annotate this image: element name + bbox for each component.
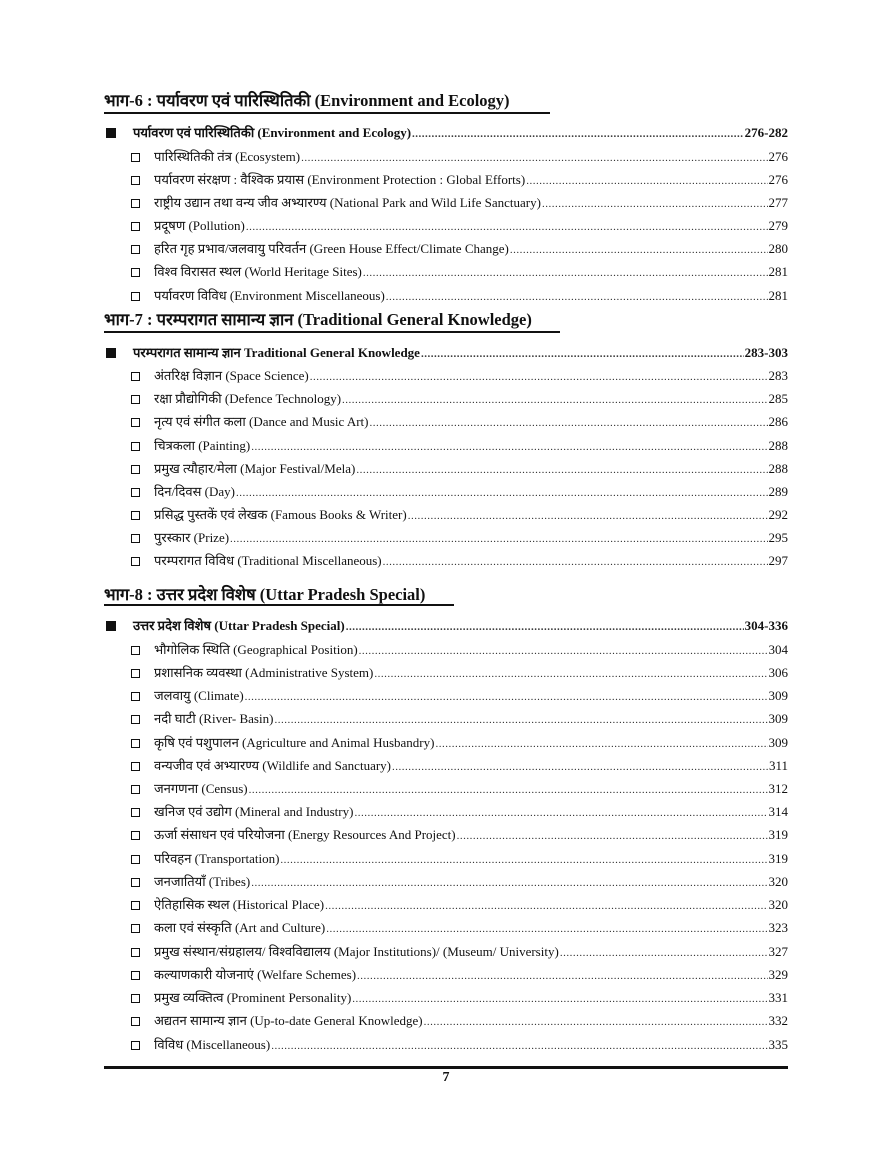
entry-page: 331	[768, 990, 788, 1005]
toc-sub-entry[interactable]	[104, 733, 788, 753]
hollow-square-bullet-icon	[131, 511, 140, 520]
toc-main-entry[interactable]	[104, 343, 788, 363]
hollow-square-bullet-icon	[131, 855, 140, 864]
leader-dots	[526, 175, 767, 187]
entry-page: 283	[768, 368, 788, 383]
entry-page: 289	[768, 484, 788, 499]
leader-dots	[236, 487, 768, 499]
hollow-square-bullet-icon	[131, 994, 140, 1003]
entry-label: दिन/दिवस (Day)	[154, 484, 235, 499]
entry-label: ऊर्जा संसाधन एवं परियोजना (Energy Resources And Project)	[154, 827, 456, 842]
toc-sub-entry[interactable]	[104, 918, 788, 938]
entry-label: पारिस्थितिकी तंत्र (Ecosystem)	[154, 149, 301, 164]
leader-dots	[510, 244, 768, 256]
toc-sub-entry[interactable]	[104, 551, 788, 571]
toc-sub-entry[interactable]	[104, 663, 788, 683]
entry-page: 320	[768, 874, 788, 889]
hollow-square-bullet-icon	[131, 808, 140, 817]
entry-label: अद्यतन सामान्य ज्ञान (Up-to-date General Knowledge)	[154, 1013, 423, 1028]
leader-dots	[424, 1016, 768, 1028]
hollow-square-bullet-icon	[131, 418, 140, 427]
toc-sub-entry[interactable]	[104, 459, 788, 479]
entry-page: 295	[768, 530, 788, 545]
leader-dots	[359, 645, 768, 657]
filled-square-bullet-icon	[106, 128, 116, 138]
toc-sub-entry[interactable]	[104, 849, 788, 869]
leader-dots	[326, 923, 767, 935]
entry-label: नृत्य एवं संगीत कला (Dance and Music Art)	[154, 414, 369, 429]
hollow-square-bullet-icon	[131, 153, 140, 162]
toc-sub-entry[interactable]	[104, 412, 788, 432]
toc-sub-entry[interactable]	[104, 1011, 788, 1031]
entry-label: पुरस्कार (Prize)	[154, 530, 230, 545]
entry-label: पर्यावरण एवं पारिस्थितिकी (Environment and Ecology)	[133, 125, 412, 140]
leader-dots	[246, 221, 768, 233]
entry-page: 304	[768, 642, 788, 657]
entry-label: पर्यावरण संरक्षण : वैश्विक प्रयास (Environment Protection : Global Efforts)	[154, 172, 526, 187]
hollow-square-bullet-icon	[131, 442, 140, 451]
entry-label: विविध (Miscellaneous)	[154, 1037, 271, 1052]
entry-page: 281	[768, 264, 788, 279]
entry-label: प्रमुख व्यक्तित्व (Prominent Personality)	[154, 990, 352, 1005]
entry-label: परम्परागत विविध (Traditional Miscellaneous)	[154, 553, 382, 568]
leader-dots	[435, 738, 767, 750]
leader-dots	[251, 441, 767, 453]
toc-sub-entry[interactable]	[104, 239, 788, 259]
leader-dots	[230, 533, 767, 545]
leader-dots	[301, 152, 767, 164]
entry-page: 312	[768, 781, 788, 796]
toc-sub-entry[interactable]	[104, 1035, 788, 1055]
hollow-square-bullet-icon	[131, 901, 140, 910]
part-heading-text: भाग-8 : उत्तर प्रदेश विशेष (Uttar Pradesh Special)	[104, 585, 426, 604]
entry-label: अंतरिक्ष विज्ञान (Space Science)	[154, 368, 309, 383]
entry-label: वन्यजीव एवं अभ्यारण्य (Wildlife and Sanctuary)	[154, 758, 391, 773]
hollow-square-bullet-icon	[131, 268, 140, 277]
leader-dots	[363, 267, 768, 279]
leader-dots	[392, 761, 768, 773]
entry-page: 281	[768, 288, 788, 303]
entry-page: 320	[768, 897, 788, 912]
hollow-square-bullet-icon	[131, 971, 140, 980]
entry-label: खनिज एवं उद्योग (Mineral and Industry)	[154, 804, 354, 819]
entry-page: 306	[768, 665, 788, 680]
entry-label: प्रदूषण (Pollution)	[154, 218, 245, 233]
entry-page: 319	[768, 851, 788, 866]
part-heading	[104, 307, 532, 333]
entry-label: उत्तर प्रदेश विशेष (Uttar Pradesh Special)	[133, 618, 345, 633]
entry-label: चित्रकला (Painting)	[154, 438, 251, 453]
toc-sub-entry[interactable]	[104, 895, 788, 915]
hollow-square-bullet-icon	[131, 245, 140, 254]
page-number: 7	[442, 1070, 450, 1085]
entry-label: परिवहन (Transportation)	[154, 851, 280, 866]
leader-dots	[274, 714, 767, 726]
entry-label: प्रमुख त्यौहार/मेला (Major Festival/Mela)	[154, 461, 356, 476]
filled-square-bullet-icon	[106, 621, 116, 631]
footer-rule	[104, 1066, 788, 1069]
hollow-square-bullet-icon	[131, 948, 140, 957]
entry-page: 311	[768, 758, 788, 773]
leader-dots	[354, 807, 767, 819]
toc-main-entry[interactable]	[104, 123, 788, 143]
hollow-square-bullet-icon	[131, 292, 140, 301]
entry-page-range: 283-303	[744, 345, 788, 360]
entry-page: 327	[768, 944, 788, 959]
leader-dots	[374, 668, 767, 680]
entry-page: 279	[768, 218, 788, 233]
toc-sub-entry[interactable]	[104, 436, 788, 456]
entry-label: पर्यावरण विविध (Environment Miscellaneous)	[154, 288, 385, 303]
leader-dots	[542, 198, 768, 210]
leader-dots	[357, 970, 767, 982]
entry-page: 276	[768, 149, 788, 164]
hollow-square-bullet-icon	[131, 762, 140, 771]
toc-sub-entry[interactable]	[104, 389, 788, 409]
toc-sub-entry[interactable]	[104, 709, 788, 729]
hollow-square-bullet-icon	[131, 465, 140, 474]
entry-page-range: 276-282	[744, 125, 788, 140]
leader-dots	[369, 417, 767, 429]
toc-sub-entry[interactable]	[104, 286, 788, 306]
toc-sub-entry[interactable]	[104, 170, 788, 190]
entry-page: 329	[768, 967, 788, 982]
entry-page: 319	[768, 827, 788, 842]
leader-dots	[251, 877, 767, 889]
hollow-square-bullet-icon	[131, 646, 140, 655]
entry-page: 332	[768, 1013, 788, 1028]
entry-page: 335	[768, 1037, 788, 1052]
entry-label: कल्याणकारी योजनाएं (Welfare Schemes)	[154, 967, 357, 982]
hollow-square-bullet-icon	[131, 199, 140, 208]
entry-label: कला एवं संस्कृति (Art and Culture)	[154, 920, 326, 935]
entry-page: 288	[768, 461, 788, 476]
entry-page: 286	[768, 414, 788, 429]
entry-page-range: 304-336	[744, 618, 788, 633]
hollow-square-bullet-icon	[131, 557, 140, 566]
entry-label: भौगोलिक स्थिति (Geographical Position)	[154, 642, 358, 657]
entry-page: 288	[768, 438, 788, 453]
leader-dots	[310, 371, 768, 383]
hollow-square-bullet-icon	[131, 176, 140, 185]
toc-sub-entry[interactable]	[104, 147, 788, 167]
hollow-square-bullet-icon	[131, 395, 140, 404]
toc-sub-entry[interactable]	[104, 965, 788, 985]
entry-label: कृषि एवं पशुपालन (Agriculture and Animal Husbandry)	[154, 735, 435, 750]
leader-dots	[408, 510, 768, 522]
leader-dots	[383, 556, 768, 568]
entry-label: जलवायु (Climate)	[154, 688, 244, 703]
leader-dots	[457, 830, 768, 842]
entry-page: 280	[768, 241, 788, 256]
toc-sub-entry[interactable]	[104, 802, 788, 822]
entry-page: 309	[768, 735, 788, 750]
leader-dots	[325, 900, 767, 912]
entry-page: 276	[768, 172, 788, 187]
hollow-square-bullet-icon	[131, 924, 140, 933]
hollow-square-bullet-icon	[131, 488, 140, 497]
toc-sub-entry[interactable]	[104, 988, 788, 1008]
toc-sub-entry[interactable]	[104, 779, 788, 799]
leader-dots	[421, 348, 744, 360]
hollow-square-bullet-icon	[131, 878, 140, 887]
entry-label: जनगणना (Census)	[154, 781, 248, 796]
hollow-square-bullet-icon	[131, 831, 140, 840]
leader-dots	[342, 394, 767, 406]
toc-sub-entry[interactable]	[104, 366, 788, 386]
heading-underline	[104, 604, 454, 606]
toc-sub-entry[interactable]	[104, 872, 788, 892]
filled-square-bullet-icon	[106, 348, 116, 358]
toc-sub-entry[interactable]	[104, 825, 788, 845]
hollow-square-bullet-icon	[131, 222, 140, 231]
entry-label: रक्षा प्रौद्योगिकी (Defence Technology)	[154, 391, 342, 406]
hollow-square-bullet-icon	[131, 534, 140, 543]
entry-page: 314	[768, 804, 788, 819]
toc-sub-entry[interactable]	[104, 505, 788, 525]
hollow-square-bullet-icon	[131, 739, 140, 748]
entry-label: हरित गृह प्रभाव/जलवायु परिवर्तन (Green House Effect/Climate Change)	[154, 241, 509, 256]
entry-label: जनजातियाँ (Tribes)	[154, 874, 251, 889]
hollow-square-bullet-icon	[131, 692, 140, 701]
leader-dots	[412, 128, 744, 140]
entry-label: ऐतिहासिक स्थल (Historical Place)	[154, 897, 325, 912]
leader-dots	[271, 1040, 767, 1052]
leader-dots	[245, 691, 768, 703]
hollow-square-bullet-icon	[131, 715, 140, 724]
entry-label: विश्व विरासत स्थल (World Heritage Sites)	[154, 264, 362, 279]
entry-page: 297	[768, 553, 788, 568]
toc-sub-entry[interactable]	[104, 482, 788, 502]
toc-sub-entry[interactable]	[104, 216, 788, 236]
part-heading-text: भाग-7 : परम्परागत सामान्य ज्ञान (Traditional General Knowledge)	[104, 310, 532, 329]
leader-dots	[356, 464, 767, 476]
entry-page: 309	[768, 711, 788, 726]
entry-page: 323	[768, 920, 788, 935]
entry-page: 292	[768, 507, 788, 522]
hollow-square-bullet-icon	[131, 785, 140, 794]
part-heading-text: भाग-6 : पर्यावरण एवं पारिस्थितिकी (Environment and Ecology)	[104, 91, 510, 110]
entry-label: नदी घाटी (River- Basin)	[154, 711, 274, 726]
entry-page: 309	[768, 688, 788, 703]
toc-sub-entry[interactable]	[104, 262, 788, 282]
toc-sub-entry[interactable]	[104, 686, 788, 706]
toc-sub-entry[interactable]	[104, 756, 788, 776]
leader-dots	[346, 621, 744, 633]
toc-sub-entry[interactable]	[104, 942, 788, 962]
hollow-square-bullet-icon	[131, 669, 140, 678]
entry-page: 285	[768, 391, 788, 406]
leader-dots	[560, 947, 768, 959]
leader-dots	[352, 993, 767, 1005]
entry-page: 277	[768, 195, 788, 210]
toc-sub-entry[interactable]	[104, 640, 788, 660]
part-heading	[104, 88, 510, 114]
entry-label: परम्परागत सामान्य ज्ञान Traditional General Knowledge	[133, 345, 420, 360]
toc-sub-entry[interactable]	[104, 528, 788, 548]
hollow-square-bullet-icon	[131, 372, 140, 381]
hollow-square-bullet-icon	[131, 1041, 140, 1050]
heading-underline	[104, 112, 550, 114]
toc-main-entry[interactable]	[104, 616, 788, 636]
toc-sub-entry[interactable]	[104, 193, 788, 213]
leader-dots	[280, 854, 767, 866]
entry-label: प्रमुख संस्थान/संग्रहालय/ विश्वविद्यालय (Major Institutions)/ (Museum/ University)	[154, 944, 559, 959]
entry-label: प्रसिद्ध पुस्तकें एवं लेखक (Famous Books & Writer)	[154, 507, 407, 522]
heading-underline	[104, 331, 560, 333]
entry-label: प्रशासनिक व्यवस्था (Administrative System)	[154, 665, 374, 680]
entry-label: राष्ट्रीय उद्यान तथा वन्य जीव अभ्यारण्य (National Park and Wild Life Sanctuary)	[154, 195, 541, 210]
hollow-square-bullet-icon	[131, 1017, 140, 1026]
leader-dots	[249, 784, 768, 796]
leader-dots	[386, 291, 768, 303]
